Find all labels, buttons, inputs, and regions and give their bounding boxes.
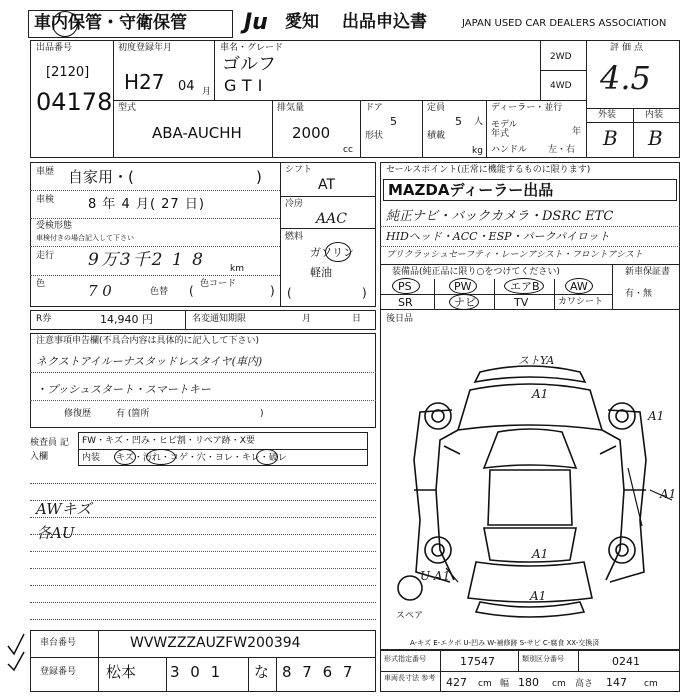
name-label: 車名・グレード bbox=[220, 43, 284, 53]
cap-unit: 人 bbox=[474, 117, 484, 127]
equip-sr: SR bbox=[398, 296, 413, 309]
width-unit: cm bbox=[552, 679, 566, 689]
height-unit: cm bbox=[644, 679, 658, 689]
recycle-value: 14,940 円 bbox=[100, 313, 153, 326]
equip-tv: TV bbox=[514, 296, 529, 309]
plate-region: 松本 bbox=[106, 663, 137, 681]
inspector-row-2-label: 内装 bbox=[82, 453, 101, 463]
sales-line-1: 純正ナビ・バックカメラ・DSRC ETC bbox=[386, 209, 614, 224]
door-label: ドア bbox=[365, 103, 383, 113]
repair-label: 修復歴 bbox=[64, 409, 92, 419]
plate-class: 3 0 1 bbox=[170, 663, 224, 681]
damage-mark-6: A1 bbox=[530, 589, 547, 603]
history-close: ) bbox=[256, 168, 262, 186]
equip-title: 装備品(純正品に限り○をつけてください) bbox=[392, 267, 560, 277]
recycle-label: R券 bbox=[36, 314, 52, 324]
handwritten-au: 各AU bbox=[36, 524, 75, 542]
lot-number: 04178 bbox=[36, 88, 113, 116]
fuel-gasoline: ガソリン bbox=[310, 246, 354, 259]
equip-ps: PS bbox=[398, 280, 412, 293]
dealer-text: MAZDAディーラー出品 bbox=[388, 181, 554, 199]
damage-mark-3: A1 bbox=[660, 487, 677, 501]
plate-label: 登録番号 bbox=[40, 667, 77, 677]
handle-label: ハンドル bbox=[491, 145, 528, 155]
width-value: 180 bbox=[518, 676, 539, 689]
load-label: 積載 bbox=[427, 131, 446, 141]
header-assoc: JAPAN USED CAR DEALERS ASSOCIATION bbox=[462, 18, 667, 29]
notes-line-2: ・プッシュスタート・スマートキー bbox=[36, 383, 211, 396]
ext-grade: B bbox=[603, 126, 618, 150]
load-unit: kg bbox=[472, 146, 483, 156]
inspect-label: 車検 bbox=[36, 195, 55, 205]
cap-label: 定員 bbox=[427, 103, 446, 113]
reg-month-unit: 月 bbox=[202, 87, 212, 97]
reg-era: H27 bbox=[124, 70, 165, 94]
color-change-label: 色替 bbox=[150, 287, 169, 297]
equip-navi: ナビ bbox=[454, 296, 476, 309]
tax-month: 月 bbox=[302, 314, 312, 324]
length-unit: cm bbox=[478, 679, 492, 689]
car-grade: GTI bbox=[224, 76, 269, 95]
model-label: 型式 bbox=[118, 103, 137, 113]
mileage-label: 走行 bbox=[36, 251, 55, 261]
ext-label: 外装 bbox=[598, 110, 617, 120]
color-code-label: 色コード bbox=[200, 279, 237, 289]
check-mark-icon bbox=[6, 630, 26, 670]
cap-value: 5 bbox=[455, 115, 462, 128]
int-label: 内装 bbox=[645, 110, 664, 120]
equip-pw: PW bbox=[454, 280, 472, 293]
drive-4wd: 4WD bbox=[550, 81, 572, 91]
mileage-unit: km bbox=[230, 264, 244, 274]
repair-close: ) bbox=[260, 409, 264, 419]
dealer-label: ディーラー・並行 bbox=[491, 103, 563, 113]
circle-mark-yore bbox=[256, 449, 278, 465]
spare-label: スペア bbox=[396, 611, 424, 621]
repair-value: 有 (箇所 bbox=[116, 409, 150, 419]
notes-line-1: ネクストアイルーナスタッドレスタイヤ(車内) bbox=[36, 355, 263, 368]
damage-mark-5: U A1 bbox=[420, 569, 451, 583]
model-value: ABA-AUCHH bbox=[152, 124, 242, 142]
ac-value: AAC bbox=[316, 211, 347, 227]
fuel-diesel: 軽油 bbox=[310, 266, 332, 279]
year-unit: 年 bbox=[572, 127, 582, 137]
drive-2wd: 2WD bbox=[550, 52, 572, 62]
shape-label: 形状 bbox=[365, 131, 384, 141]
door-value: 5 bbox=[390, 115, 397, 128]
top-info-box bbox=[30, 40, 680, 158]
accept-note: 車検付きの場合記入して下さい bbox=[36, 234, 134, 242]
car-name: ゴルフ bbox=[222, 54, 276, 75]
ac-label: 冷房 bbox=[285, 199, 304, 209]
lot-label: 出品番号 bbox=[36, 43, 73, 53]
equip-aw: AW bbox=[570, 280, 588, 293]
sales-line-3: プリクラッシュセーフティ・レーンアシスト・フロントアシスト bbox=[386, 250, 643, 260]
rating-label: 評価点 bbox=[610, 43, 647, 53]
shift-label: シフト bbox=[285, 165, 313, 175]
lot-sub: [2120] bbox=[46, 65, 90, 80]
plate-number: 8 7 6 7 bbox=[282, 663, 356, 681]
circle-mark-naibu bbox=[52, 11, 78, 37]
inspector-label: 検査員 記入欄 bbox=[30, 438, 69, 462]
sales-line-2: HIDヘッド・ACC・ESP・パークパイロット bbox=[386, 230, 610, 243]
circle-mark-fuel bbox=[325, 242, 351, 262]
keeper-value: 有・無 bbox=[625, 289, 653, 299]
handwritten-aw: AWキズ bbox=[36, 500, 92, 518]
header-org: 愛知 bbox=[285, 12, 319, 32]
header-title-left: 車内保管・守衛保管 bbox=[34, 13, 187, 33]
history-label: 車歴 bbox=[36, 167, 55, 177]
color-label: 色 bbox=[36, 279, 46, 289]
notes-title: 注意事項申告欄(不具合内容は具体的に記入して下さい) bbox=[36, 336, 260, 346]
logo-ju: Ju bbox=[244, 10, 268, 35]
header-doc-title: 出品申込書 bbox=[342, 12, 427, 32]
fuel-label: 燃料 bbox=[285, 232, 304, 242]
shift-value: AT bbox=[318, 177, 336, 193]
circle-mark-ps bbox=[392, 278, 420, 294]
height-value: 147 bbox=[606, 676, 627, 689]
class-value: 0241 bbox=[612, 655, 640, 668]
circle-mark-yogore bbox=[146, 449, 176, 465]
rating-value: 4.5 bbox=[600, 59, 651, 97]
chassis-label: 車台番号 bbox=[40, 638, 77, 648]
chassis-number: WVWZZZAUZFW200394 bbox=[130, 635, 301, 651]
keeper-label: 新車保証書 bbox=[625, 267, 671, 277]
history-value: 自家用・( bbox=[68, 168, 134, 186]
reg-label: 初度登録年月 bbox=[118, 43, 173, 53]
damage-mark-1: A1 bbox=[532, 387, 549, 401]
inspector-row-2: キズ・汚れ・コゲ・穴・ヨレ・キレ・破レ bbox=[116, 453, 287, 463]
height-label: 高さ bbox=[575, 679, 594, 689]
equip-airbag: エアB bbox=[510, 280, 540, 293]
int-grade: B bbox=[648, 126, 663, 150]
tax-label: 名変通知期限 bbox=[192, 314, 247, 324]
inspector-row-1: FW・キズ・凹み・ヒビ割・リペア跡・X要 bbox=[82, 436, 255, 446]
model-year-label: モデル 年式 bbox=[491, 120, 518, 139]
damage-legend: A-キズ E-エクボ U-凹み W-補修跡 S-サビ C-腐食 XX-交換済 bbox=[410, 639, 600, 647]
disp-value: 2000 bbox=[292, 124, 331, 142]
plate-kana: な bbox=[254, 663, 270, 681]
equip-leather-seat: カワシート bbox=[558, 297, 604, 307]
length-label: 車両長寸法 参考 bbox=[384, 674, 436, 682]
circle-mark-airbag bbox=[504, 278, 544, 294]
type-spec-value: 17547 bbox=[460, 655, 495, 668]
disp-label: 排気量 bbox=[277, 103, 305, 113]
width-label: 幅 bbox=[500, 679, 510, 689]
accept-label: 受検形態 bbox=[36, 221, 73, 231]
diagram-top-label: ストYA bbox=[518, 354, 555, 367]
handle-value: 左・右 bbox=[548, 145, 576, 155]
disp-unit: cc bbox=[343, 145, 353, 155]
circle-mark-navi bbox=[449, 294, 479, 310]
class-label: 類別区分番号 bbox=[522, 655, 564, 663]
damage-mark-2: A1 bbox=[648, 409, 665, 423]
sales-title: セールスポイント(正常に機能するものに限ります) bbox=[386, 165, 591, 175]
color-value: 7 0 bbox=[88, 282, 112, 300]
mileage-value: 9万3千2 1 8 bbox=[88, 250, 205, 270]
circle-mark-kizu bbox=[114, 449, 136, 465]
damage-mark-4: A1 bbox=[532, 547, 549, 561]
rear-label: 後日品 bbox=[386, 314, 414, 324]
reg-month: 04 bbox=[178, 79, 195, 94]
circle-mark-aw bbox=[565, 278, 593, 294]
circle-mark-pw bbox=[449, 278, 477, 294]
inspect-value: 8 年 4 月( 27 日) bbox=[88, 197, 205, 212]
type-spec-label: 形式指定番号 bbox=[384, 655, 426, 663]
length-value: 427 bbox=[446, 676, 467, 689]
tax-day: 日 bbox=[352, 314, 362, 324]
